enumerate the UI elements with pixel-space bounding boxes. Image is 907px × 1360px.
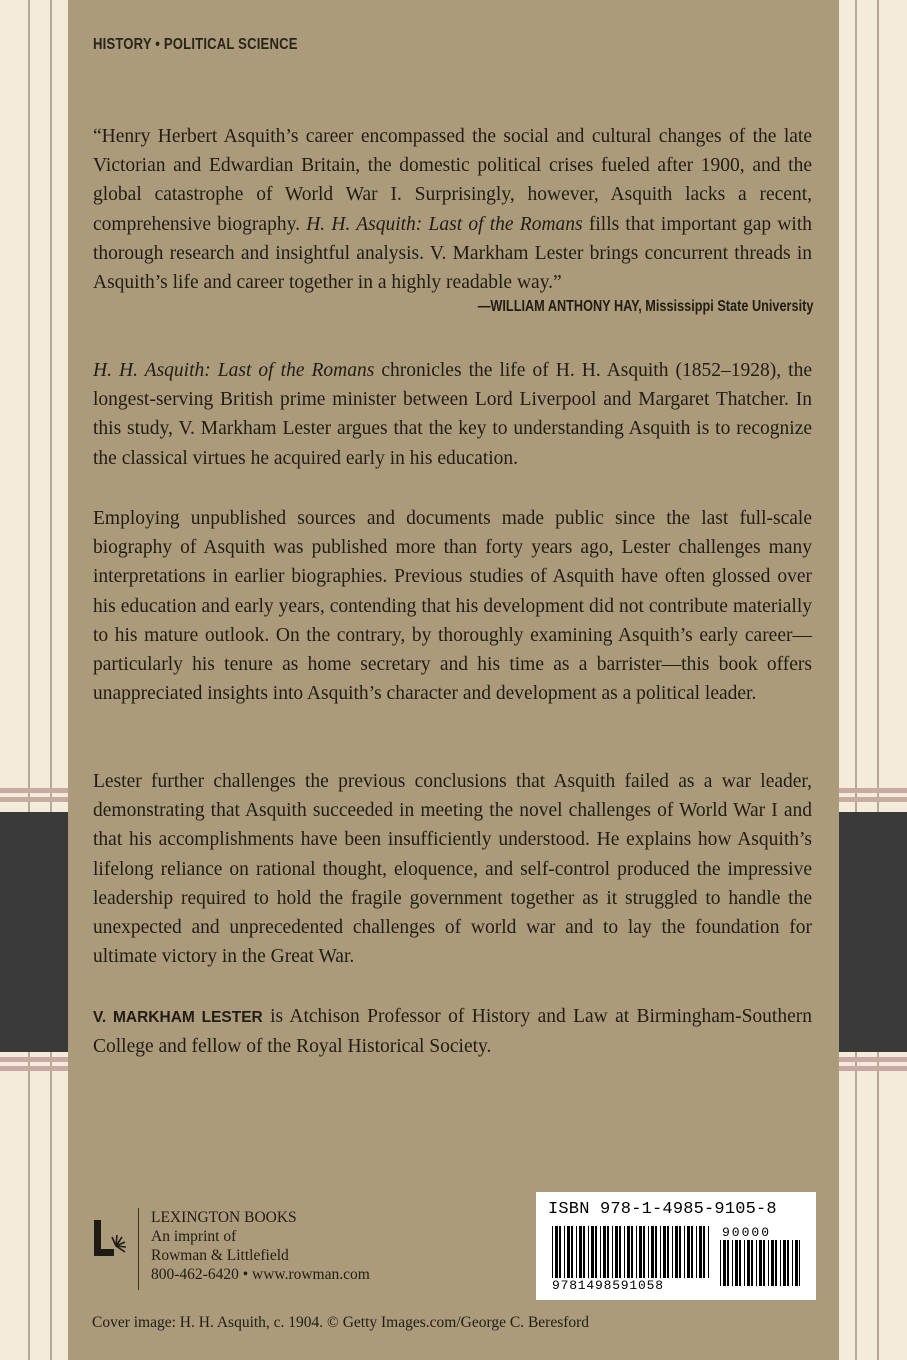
left-band-stripe-top-2 [0, 797, 68, 802]
author-name: V. MARKHAM LESTER [93, 1009, 263, 1026]
barcode-bar [732, 1240, 733, 1286]
publisher-info [151, 1208, 370, 1284]
barcode-bar [699, 1226, 702, 1278]
barcode-bar [780, 1240, 781, 1286]
category-label: HISTORY • POLITICAL SCIENCE [93, 36, 298, 53]
publisher-parent: Rowman & Littlefield [151, 1247, 289, 1264]
description-paragraph-1 [93, 356, 812, 473]
right-vertical-rule-inner [855, 0, 857, 1360]
cover-image-credit: Cover image: H. H. Asquith, c. 1904. © Getty Images.com/George C. Beresford [92, 1314, 590, 1331]
barcode-addon-number: 90000 [722, 1225, 772, 1240]
barcode-bar [636, 1226, 637, 1278]
barcode-bar [795, 1240, 798, 1286]
barcode-bar [603, 1226, 606, 1278]
barcode-bar [591, 1226, 594, 1278]
barcode-bar [771, 1240, 774, 1286]
barcode-bar [735, 1240, 738, 1286]
right-vertical-rule-outer [877, 0, 879, 1360]
barcode-bar [720, 1240, 721, 1286]
attribution-name: —WILLIAM ANTHONY HAY, [477, 298, 642, 315]
barcode-bar [564, 1226, 565, 1278]
barcode-bar [727, 1240, 729, 1286]
left-band-stripe-bottom-2 [0, 1066, 68, 1071]
barcode-bar [751, 1240, 753, 1286]
barcode-bar [624, 1226, 625, 1278]
barcode-bar [552, 1226, 553, 1278]
barcode-bar [799, 1240, 800, 1286]
left-band-stripe-top [0, 788, 68, 793]
barcode-bar [571, 1226, 573, 1278]
barcode-bar [747, 1240, 750, 1286]
barcode-bar [763, 1240, 765, 1286]
barcode-bar [739, 1240, 741, 1286]
barcode-bar [792, 1240, 793, 1286]
addon-barcode-bars [720, 1240, 800, 1286]
barcode-bar [660, 1226, 661, 1278]
right-band-stripe-top [839, 788, 907, 793]
right-band-stripe-bottom [839, 1057, 907, 1062]
publisher-divider [138, 1208, 139, 1290]
barcode-ean-number: 9781498591058 [552, 1278, 664, 1293]
author-bio [93, 1002, 812, 1061]
endorsement-quote [93, 122, 812, 297]
barcode-bar [607, 1226, 609, 1278]
quote-text-end: fills that important gap with thorough research and insightful analysis. V. Markham Lester brings concurrent threads in Asquith’s life and career together in a highly readable way.” [93, 213, 813, 294]
lexington-books-logo-icon [92, 1218, 128, 1258]
publisher-imprint-line: An imprint of [151, 1228, 237, 1245]
publisher-name: LEXINGTON BOOKS [151, 1209, 297, 1226]
barcode-bar [619, 1226, 621, 1278]
description-paragraph-3: Lester further challenges the previous conclusions that Asquith failed as a war leader, demonstrating that Asquith succeeded in meeting the novel challenges of World War I and that his accomplishments have been insufficiently understood. He explains how Asquith’s lifelong reliance on rational thought, eloquence, and self-control produced the impressive leadership required to hold the fragile government together as it struggled to handle the unexpected and unprecedented challenges of world war and to lay the foundation for ultimate victory in the Great War. [93, 771, 812, 968]
barcode-bar [639, 1226, 642, 1278]
barcode-bar [612, 1226, 613, 1278]
barcode-bar [631, 1226, 633, 1278]
barcode-bar [787, 1240, 789, 1286]
barcode-bar [696, 1226, 697, 1278]
left-dark-band [0, 812, 68, 1052]
publisher-contact: 800-462-6420 • www.rowman.com [151, 1266, 370, 1283]
barcode-bar [555, 1226, 558, 1278]
barcode-bar [684, 1226, 685, 1278]
barcode-bar [627, 1226, 630, 1278]
para1-text: chronicles the life of H. H. Asquith (1852–1928), the longest-serving British prime minister between Lord Liverpool and Margaret Thatcher. In this study, V. Markham Lester argues that the key to understanding Asquith is to recognize the classical virtues he acquired early in his education. [93, 360, 812, 469]
attribution-affiliation: Mississippi State University [641, 298, 813, 315]
isbn-barcode [536, 1192, 816, 1300]
barcode-bar [723, 1240, 726, 1286]
barcode-bar [663, 1226, 666, 1278]
barcode-bar [576, 1226, 577, 1278]
barcode-bar [655, 1226, 657, 1278]
barcode-bar [783, 1240, 786, 1286]
barcode-bar [756, 1240, 757, 1286]
left-band-stripe-bottom [0, 1057, 68, 1062]
isbn-number: ISBN 978-1-4985-9105-8 [548, 1200, 777, 1219]
right-dark-band [839, 812, 907, 1052]
barcode-bar [759, 1240, 762, 1286]
barcode-bar [679, 1226, 681, 1278]
barcode-bar [667, 1226, 669, 1278]
barcode-bar [708, 1226, 709, 1278]
right-cream-panel [839, 0, 907, 1360]
barcode-bar [648, 1226, 649, 1278]
author-bio-text: is Atchison Professor of History and Law at Birmingham-Southern College and fellow of the Royal Historical Society. [93, 1006, 812, 1058]
barcode-bar [615, 1226, 618, 1278]
barcode-bar [672, 1226, 673, 1278]
left-vertical-rule-inner [50, 0, 52, 1360]
ean-barcode-bars [552, 1226, 710, 1278]
barcode-bar [600, 1226, 601, 1278]
barcode-bar [703, 1226, 705, 1278]
barcode-bar [675, 1226, 678, 1278]
barcode-bar [595, 1226, 597, 1278]
barcode-bar [588, 1226, 589, 1278]
right-band-stripe-bottom-2 [839, 1066, 907, 1071]
endorsement-attribution [477, 298, 813, 316]
para1-book-title: H. H. Asquith: Last of the Romans [93, 360, 375, 381]
description-paragraph-2: Employing unpublished sources and documents made public since the last full-scale biography of Asquith was published more than forty years ago, Lester challenges many interpretations in earlier biographies. Previous studies of Asquith have often glossed over his education and early years, contending that his development did not contribute materially to his mature outlook. On the contrary, by thoroughly examining Asquith’s early career—particularly his tenure as home secretary and his time as a barrister—this book offers unappreciated insights into Asquith’s character and development as a political leader. [93, 508, 812, 705]
barcode-bar [583, 1226, 585, 1278]
barcode-bar [687, 1226, 690, 1278]
barcode-bar [775, 1240, 777, 1286]
barcode-bar [691, 1226, 693, 1278]
barcode-bar [567, 1226, 570, 1278]
quote-book-title: H. H. Asquith: Last of the Romans [306, 213, 583, 235]
barcode-bar [559, 1226, 561, 1278]
barcode-bar [768, 1240, 769, 1286]
barcode-bar [579, 1226, 582, 1278]
barcode-bar [651, 1226, 654, 1278]
barcode-bar [744, 1240, 745, 1286]
left-cream-panel [0, 0, 68, 1360]
back-cover-panel [68, 0, 839, 1360]
right-band-stripe-top-2 [839, 797, 907, 802]
quote-text-start: “Henry Herbert Asquith’s career encompassed the social and cultural changes of the late Victorian and Edwardian Britain, the domestic political crises fueled after 1900, and the global catastrophe of World War I. Surprisingly, however, Asquith lacks a recent, comprehensive biography. [93, 126, 812, 235]
barcode-bar [643, 1226, 645, 1278]
left-vertical-rule-outer [28, 0, 30, 1360]
